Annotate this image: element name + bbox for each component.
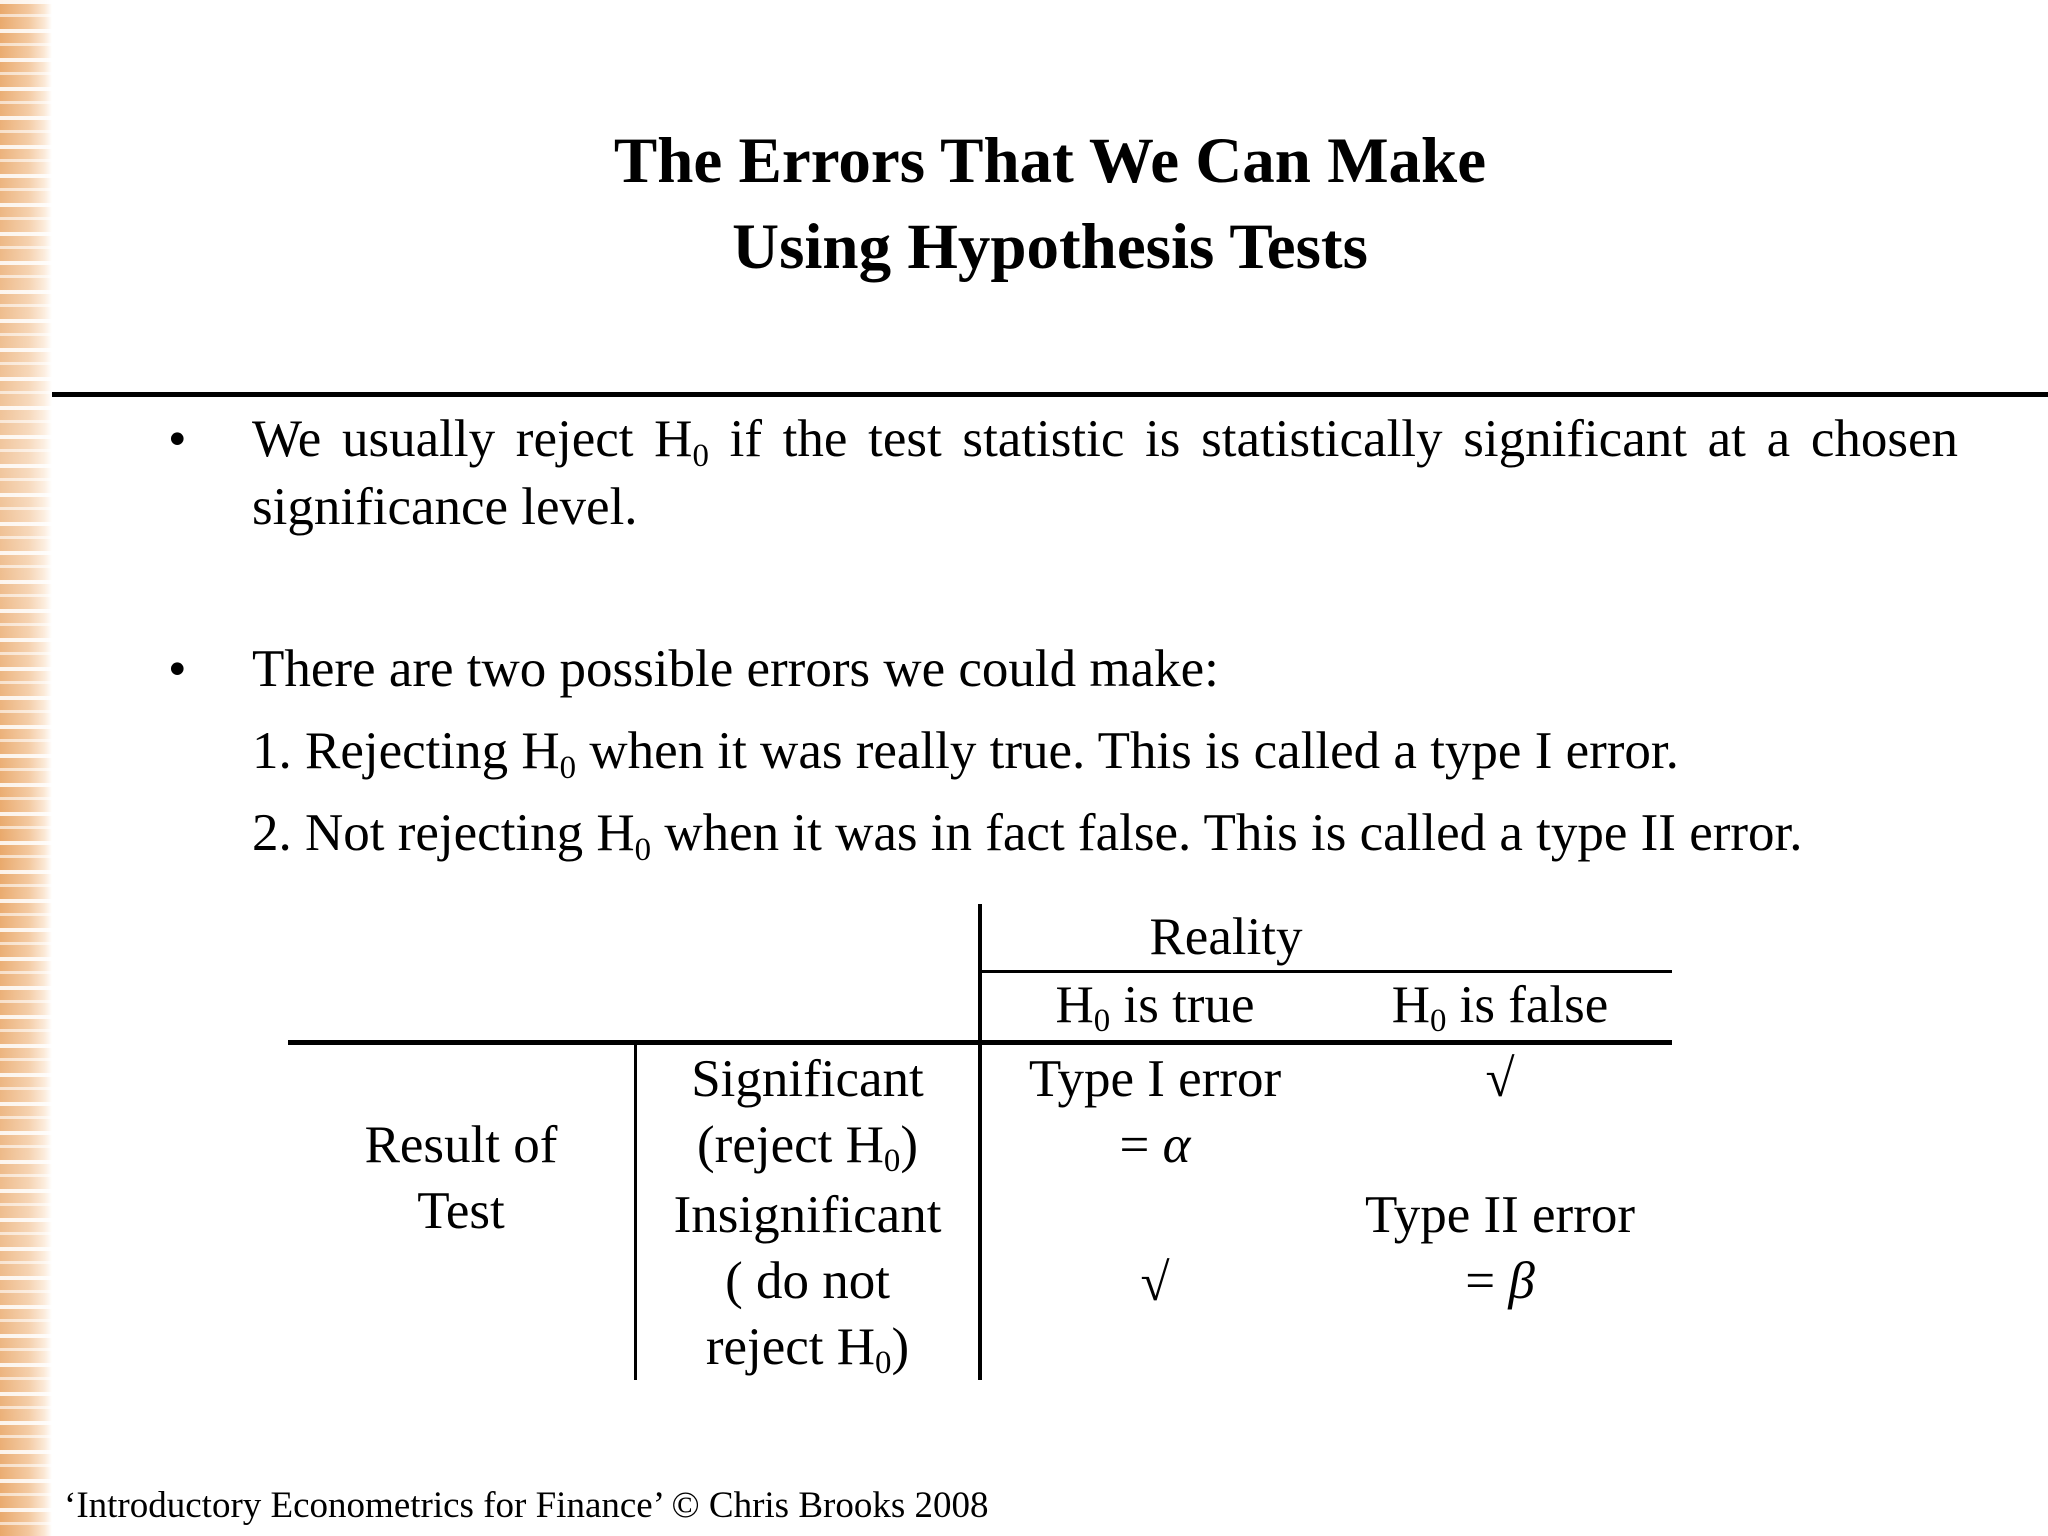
bullet-dot: •	[168, 410, 187, 468]
cell-type-1-error: Type I error = α	[1028, 1050, 1282, 1174]
col-h0-true: H0 is true	[1055, 976, 1255, 1040]
cell-type-2-error: Type II error = β	[1365, 1186, 1635, 1310]
copyright-footer: ‘Introductory Econometrics for Finance’ © Chris Brooks 2008	[64, 1485, 989, 1526]
row-significant: Significant (reject H0)	[691, 1050, 924, 1180]
cell-sig-false-check: √	[1485, 1050, 1515, 1108]
col-h0-false: H0 is false	[1391, 976, 1609, 1040]
bullet-1-text: We usually reject $H_0$ if the test statistic is statistically significant at a chosen significance level.	[252, 410, 1958, 536]
error-item-1: 1. Rejecting $H_0$ when it was really true. This is called a type I error.	[252, 722, 1679, 786]
title-line-1: The Errors That We Can Make	[613, 125, 1487, 197]
error-item-2: 2. Not rejecting $H_0$ when it was in fact false. This is called a type II error.	[252, 804, 1803, 868]
reality-header: Reality	[1149, 908, 1303, 966]
bullet-2-text: There are two possible errors we could make:	[252, 640, 1219, 698]
title-line-2: Using Hypothesis Tests	[732, 211, 1368, 283]
row-group-label: Result of Test	[364, 1116, 558, 1240]
cell-insig-true-check: √	[1140, 1254, 1170, 1312]
row-insignificant: Insignificant ( do not reject H0)	[673, 1186, 942, 1382]
table-header-rule	[288, 1040, 1672, 1045]
bullet-dot: •	[168, 640, 187, 698]
